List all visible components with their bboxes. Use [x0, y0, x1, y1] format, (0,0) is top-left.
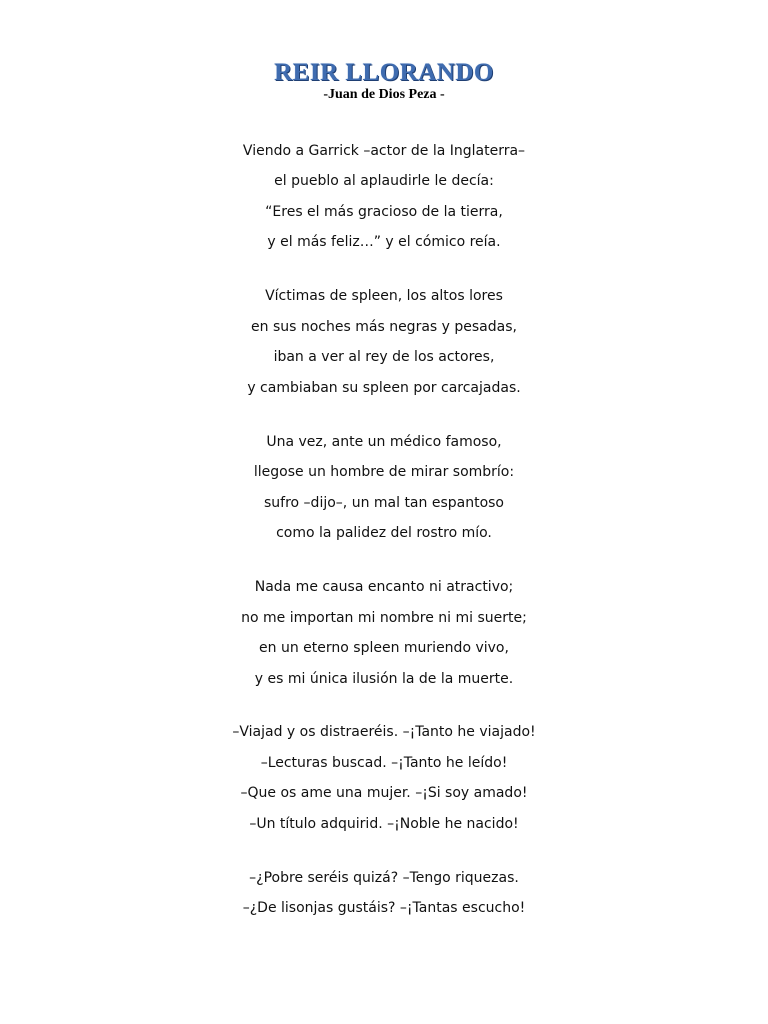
verse-line: –Que os ame una mujer. –¡Si soy amado!	[240, 785, 528, 801]
poem-title: REIR LLORANDO	[274, 59, 494, 86]
verse-line: llegose un hombre de mirar sombrío:	[253, 464, 515, 480]
poem-author: -Juan de Dios Peza -	[323, 87, 445, 102]
verse-line: y es mi única ilusión la de la muerte.	[254, 671, 514, 687]
verse-line: –Lecturas buscad. –¡Tanto he leído!	[260, 755, 508, 771]
verse-line: “Eres el más gracioso de la tierra,	[265, 204, 503, 220]
verse-line: como la palidez del rostro mío.	[276, 525, 492, 541]
verse-line: Una vez, ante un médico famoso,	[266, 434, 502, 450]
verse-line: Nada me causa encanto ni atractivo;	[254, 579, 514, 595]
verse-line: y cambiaban su spleen por carcajadas.	[247, 380, 521, 396]
verse-line: –Un título adquirid. –¡Noble he nacido!	[249, 816, 519, 832]
verse-line: en sus noches más negras y pesadas,	[251, 319, 517, 335]
verse-line: –¿De lisonjas gustáis? –¡Tantas escucho!	[242, 900, 526, 916]
verse-line: –¿Pobre seréis quizá? –Tengo riquezas.	[249, 870, 519, 886]
verse-line: iban a ver al rey de los actores,	[273, 349, 495, 365]
verse-line: el pueblo al aplaudirle le decía:	[274, 173, 494, 189]
verse-line: y el más feliz…” y el cómico reía.	[267, 234, 501, 250]
verse-line: –Viajad y os distraeréis. –¡Tanto he viajado!	[232, 724, 536, 740]
verse-line: Viendo a Garrick –actor de la Inglaterra–	[242, 143, 526, 159]
verse-line: sufro –dijo–, un mal tan espantoso	[264, 495, 504, 511]
verse-line: no me importan mi nombre ni mi suerte;	[241, 610, 527, 626]
verse-line: en un eterno spleen muriendo vivo,	[259, 640, 509, 656]
verse-line: Víctimas de spleen, los altos lores	[265, 288, 503, 304]
